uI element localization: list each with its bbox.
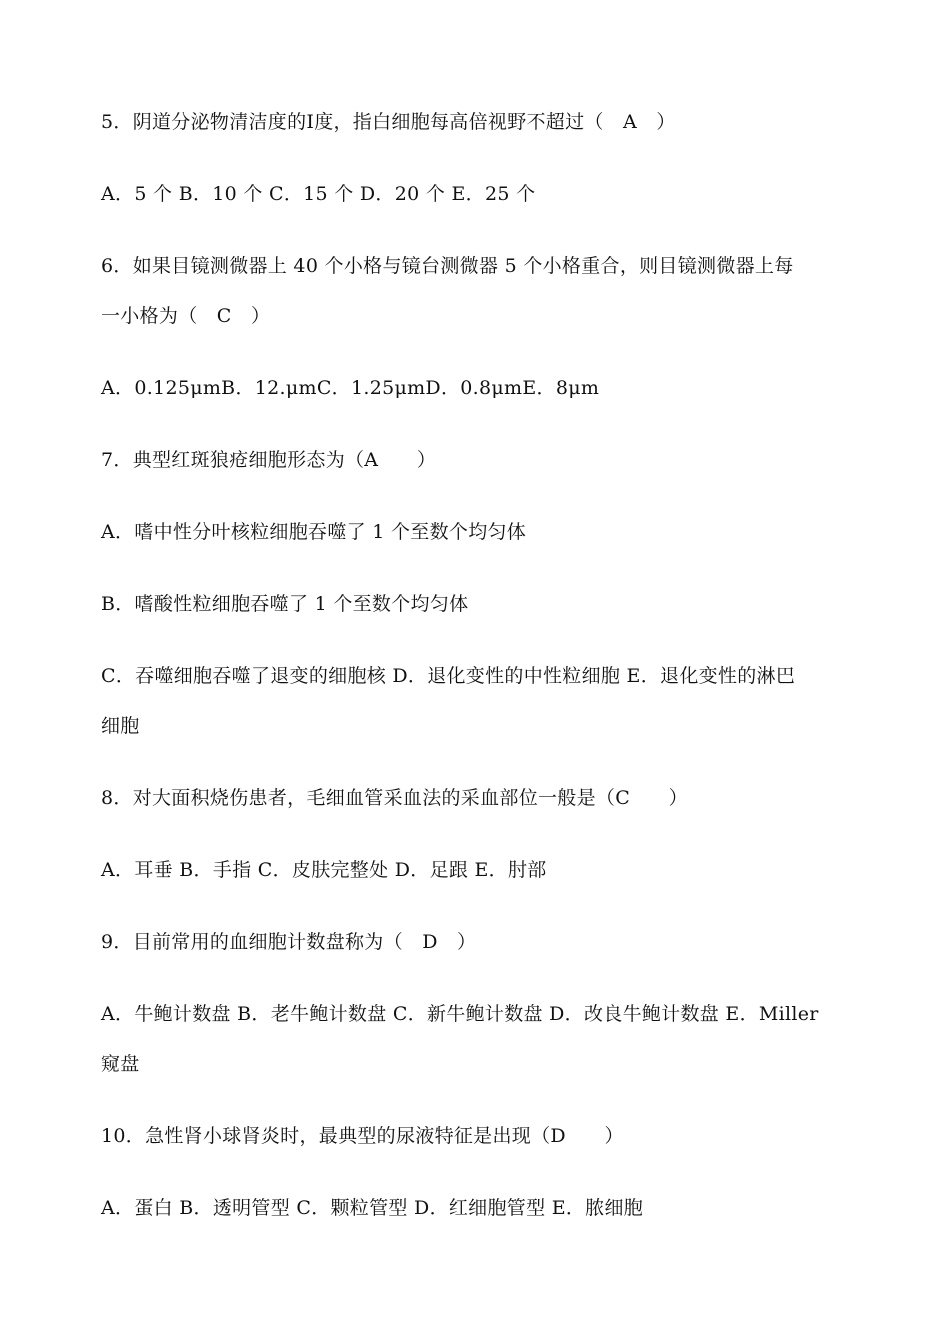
question-8: 8．对大面积烧伤患者，毛细血管采血法的采血部位一般是（C ）: [101, 787, 688, 809]
question-5: 5．阴道分泌物清洁度的Ⅰ度，指白细胞每高倍视野不超过（ A ）: [101, 111, 676, 133]
question-9-options: A．牛鲍计数盘 B．老牛鲍计数盘 C．新牛鲍计数盘 D．改良牛鲍计数盘 E．Miller: [101, 1003, 819, 1025]
question-5-options: A．5 个 B．10 个 C．15 个 D．20 个 E．25 个: [101, 183, 536, 205]
question-6-options: A．0.125μmB．12.μmC．1.25μmD．0.8μmE．8μm: [101, 377, 600, 399]
question-7: 7．典型红斑狼疮细胞形态为（A ）: [101, 449, 437, 471]
question-7-option-a: A．嗜中性分叶核粒细胞吞噬了 1 个至数个均匀体: [101, 521, 527, 543]
question-7-option-c-e: C．吞噬细胞吞噬了退变的细胞核 D．退化变性的中性粒细胞 E．退化变性的淋巴: [101, 665, 796, 687]
question-10-options: A．蛋白 B．透明管型 C．颗粒管型 D．红细胞管型 E．脓细胞: [101, 1197, 644, 1219]
question-6: 6．如果目镜测微器上 40 个小格与镜台测微器 5 个小格重合，则目镜测微器上每: [101, 255, 794, 277]
question-10: 10．急性肾小球肾炎时，最典型的尿液特征是出现（D ）: [101, 1125, 624, 1147]
question-9: 9．目前常用的血细胞计数盘称为（ D ）: [101, 931, 477, 953]
question-7-option-b: B．嗜酸性粒细胞吞噬了 1 个至数个均匀体: [101, 593, 469, 615]
question-8-options: A．耳垂 B．手指 C．皮肤完整处 D．足跟 E．肘部: [101, 859, 547, 881]
question-7-option-c-e-continued: 细胞: [101, 715, 140, 737]
question-6-continued: 一小格为（ C ）: [101, 305, 271, 327]
question-9-options-continued: 窥盘: [101, 1053, 140, 1075]
